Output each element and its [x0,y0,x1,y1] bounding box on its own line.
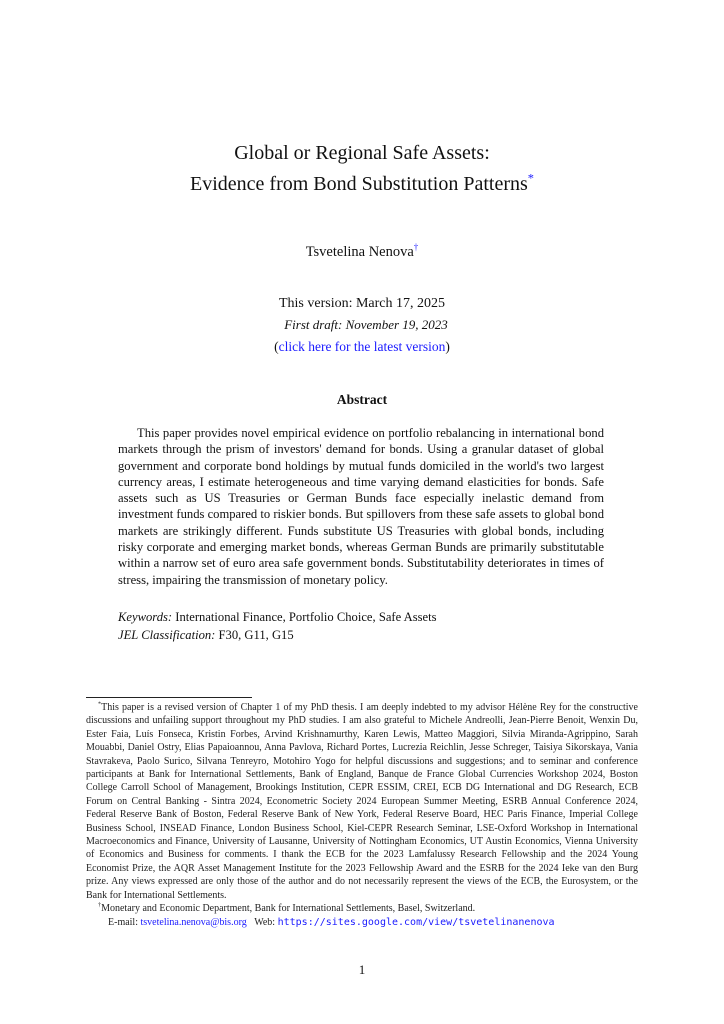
keywords-value: International Finance, Portfolio Choice, Safe Assets [175,610,437,624]
author-name [0,244,724,261]
keywords-label: Keywords: [118,610,173,624]
paper-title [0,138,724,200]
jel-line [118,626,437,644]
web-label: Web: [254,916,276,928]
author-name-text: Tsvetelina Nenova [305,244,414,260]
footnote-star-mark: * [98,700,102,708]
keywords-line [118,608,437,626]
title-line-2-text: Evidence from Bond Substitution Patterns [190,173,528,195]
version-date: This version: March 17, 2025 [278,296,446,311]
jel-value: F30, G11, G15 [218,628,294,642]
latest-version-line [0,339,724,355]
footnote-dagger-text: Monetary and Economic Department, Bank for International Settlements, Basel, Switzerland. [101,903,476,915]
footnote-star [86,701,638,902]
title-line-1: Global or Regional Safe Assets: [234,142,490,164]
page-number: 1 [358,962,366,977]
title-line-2 [0,169,724,200]
author-footnote-marker[interactable]: † [413,242,419,253]
footnotes [86,701,638,929]
email-label: E-mail: [108,916,138,928]
jel-label: JEL Classification: [118,628,216,642]
footnote-star-text: This paper is a revised version of Chapter 1 of my PhD thesis. I am deeply indebted to my advisor Hélène Rey for the constructive discussions and unfailing support throughout my PhD studies. I am also grateful to Michele Andreolli, Jean-Pierre Benoit, Wenxin Du, Ester Faia, Luís Fonseca, Kristin Forbes, Arvind Krishnamurthy, Karen Lewis, Matteo Maggiori, Silvia Miranda-Agrippino, Sarah Mouabbi, Daniel Ostry, Elias Papaioannou, Anna Pavlova, Richard Portes, Lucrezia Reichlin, Jesse Schreger, Taisiya Sikorskaya, Vania Stavrakeva, Paolo Surico, Silvana Tenreyro, Motohiro Yogo for helpful discussions and suggestions; and to seminar and conference participants at Bank for International Settlements, Bank of England, Banque de France Global Currencies Workshop 2024, Boston College Carroll School of Management, Brookings Institution, CEPR ESSIM, CREI, ECB DG International and DG Research, ECB Forum on Central Banking - Sintra 2024, Econometric Society 2024 European Summer Meeting, ESRB Annual Conference 2024, Federal Reserve Bank of Boston, Federal Reserve Bank of New York, Federal Reserve Board, HEC Paris Finance, Imperial College Business School, INSEAD Finance, London Business School, Kiel-CEPR Research Seminar, LSE-Oxford Workshop in International Macroeconomics and Finance, University of Lausanne, University of Nottingham Economics, UT Austin Economics, Vienna University of Economics and Business for comments. I thank the ECB for the 2023 Lamfalussy Research Fellowship and the 2024 Young Economist Prize, the AQR Asset Management Institute for the 2023 Fellowship Award and the ESRB for the 2024 Ieke van den Burg prize. Any views expressed are only those of the author and do not necessarily represent the views of the ECB, the Eurosystem, or the Bank for International Settlements. [86,702,638,901]
latest-version-link[interactable]: click here for the latest version [278,339,446,354]
first-draft-date: First draft: November 19, 2023 [284,317,448,332]
web-link[interactable]: https://sites.google.com/view/tsvetelinanenova [277,916,555,928]
latest-close-paren: ) [445,339,450,354]
abstract-text: This paper provides novel empirical evidence on portfolio rebalancing in international bond markets through the prism of investors' demand for bonds. Using a granular dataset of global government and corporate bond holdings by mutual funds domiciled in the world's two largest currency areas, I estimate heterogeneous and time varying demand elasticities for bonds. Safe assets such as US Treasuries or German Bunds face especially inelastic demand from investment funds compared to riskier bonds. But spillovers from these safe assets to global bond markets are strikingly different. Funds substitute US Treasuries with global bonds, including risky corporate and emerging market bonds, whereas German Bunds are primarily substitutable within a narrow set of euro area safe government bonds. Substitutability deteriorates in times of stress, impairing the transmission of monetary policy. [118,426,604,587]
keywords-block [118,608,437,644]
email-link[interactable]: tsvetelina.nenova@bis.org [140,916,247,928]
footnote-dagger [86,902,638,915]
footnote-dagger-mark: † [98,901,102,909]
abstract-heading: Abstract [336,392,388,407]
latest-open-paren: ( [274,339,279,354]
footnote-contact [86,916,638,929]
footnote-rule [86,697,252,698]
title-footnote-marker[interactable]: * [527,171,534,186]
